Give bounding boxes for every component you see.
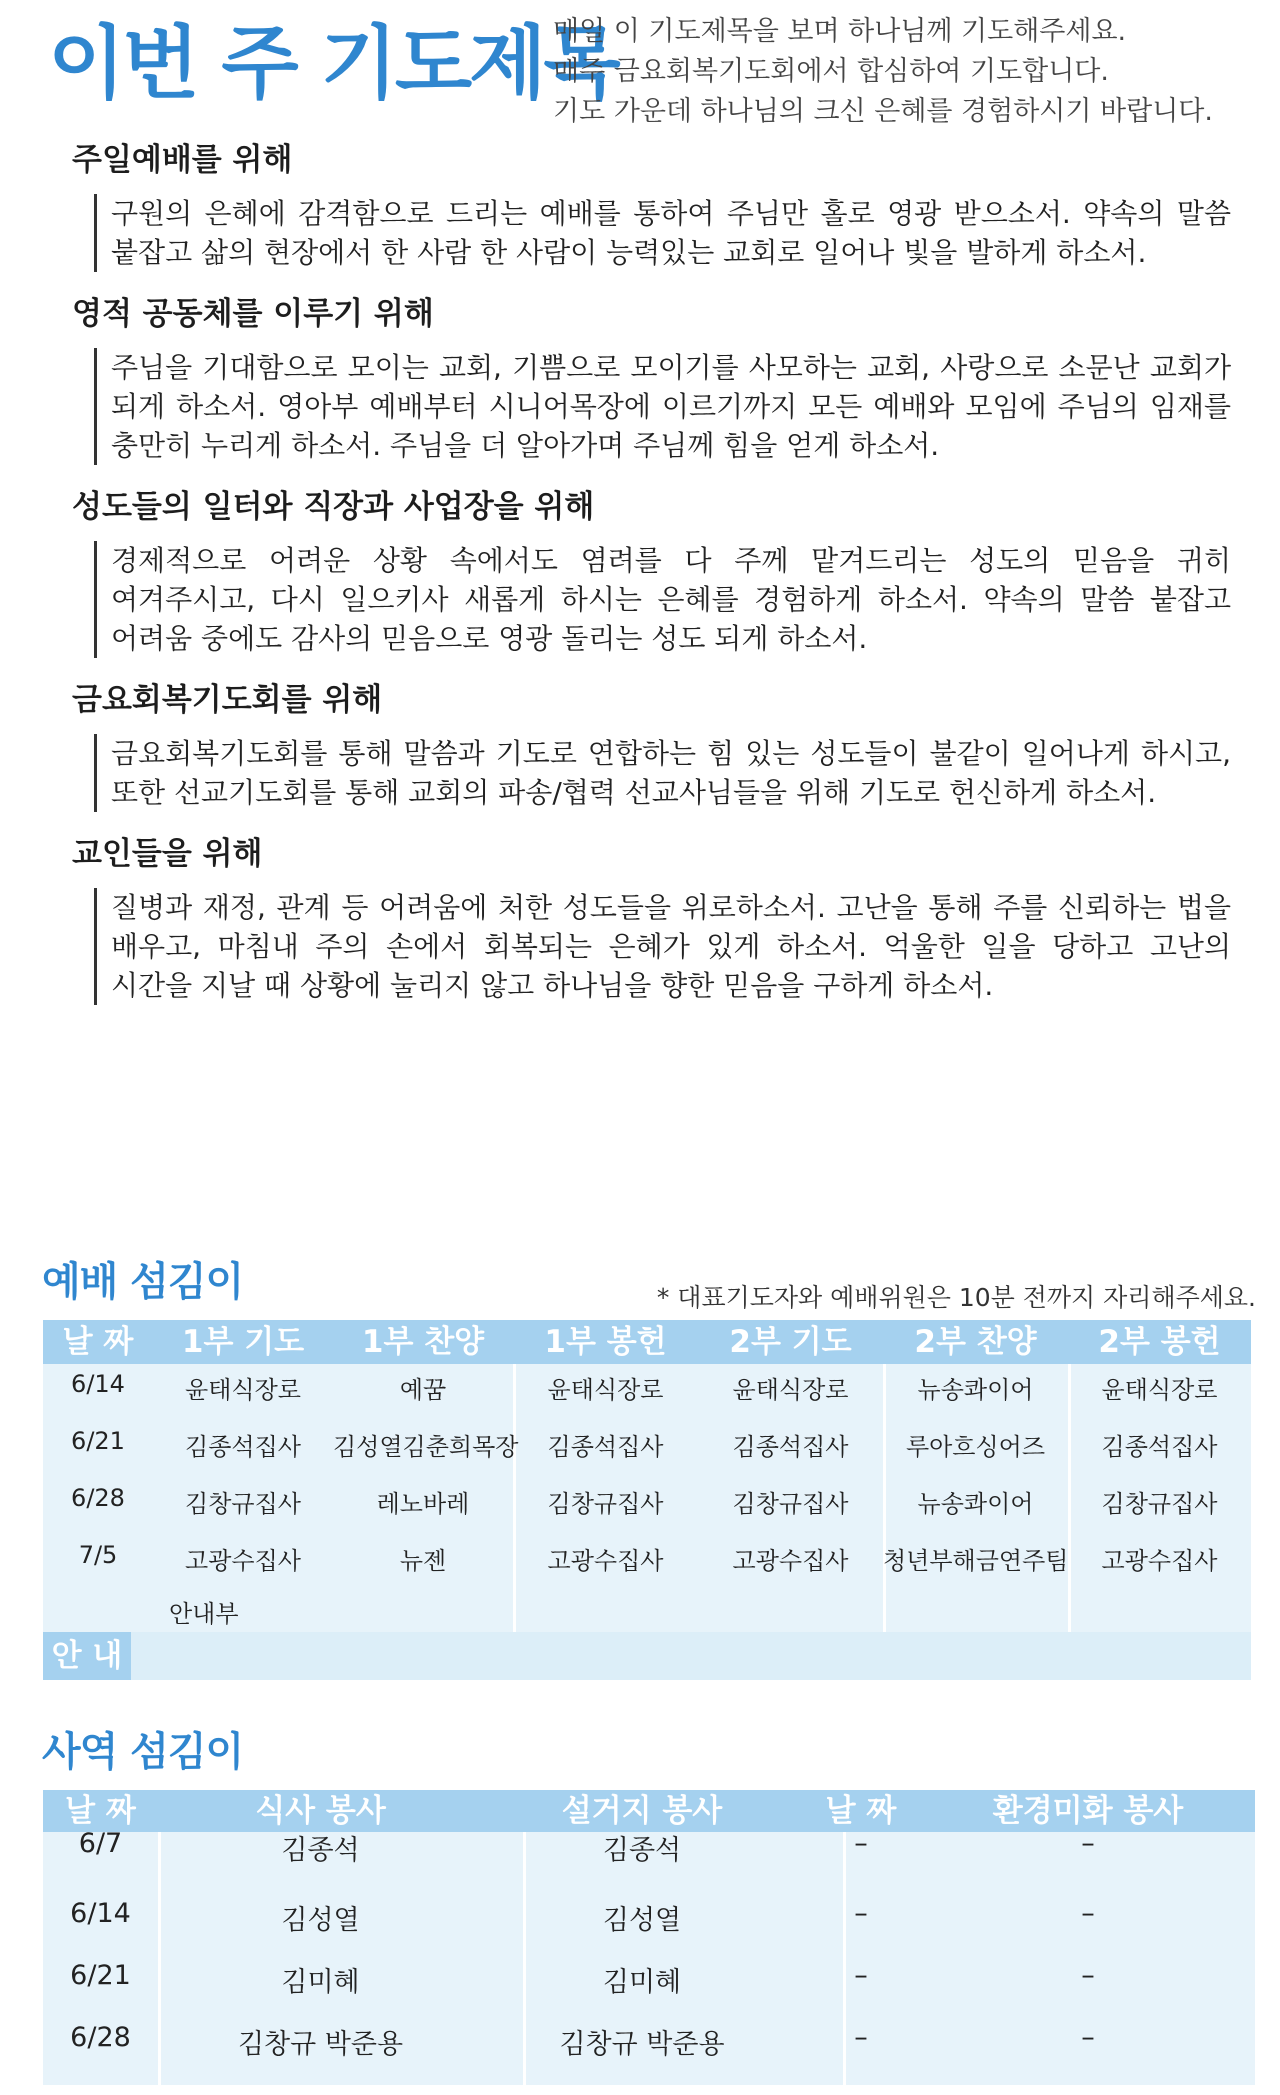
column-header: 식사 봉사 [255, 1793, 386, 1829]
table-cell: 고광수집사 [547, 1547, 664, 1575]
column-header: 2부 기도 [729, 1324, 852, 1360]
prayer-body: 경제적으로 어려운 상황 속에서도 염려를 다 주께 맡겨드리는 성도의 믿음을 귀히 여겨주시고, 다시 일으키사 새롭게 하시는 은혜를 경험하게 하소서. 약속의 말씀 붙잡고 어려움 중에도 감사의 믿음으로 영광 돌리는 성도 되게 하소서. [94, 541, 1231, 658]
table-cell: 김창규집사 [547, 1490, 664, 1518]
header [48, 10, 1248, 130]
table-cell: – [1081, 1960, 1095, 1991]
prayer-item [66, 140, 1231, 272]
table-cell: 김창규집사 [185, 1490, 301, 1518]
prayer-body: 질병과 재정, 관계 등 어려움에 처한 성도들을 위로하소서. 고난을 통해 주를 신뢰하는 법을 배우고, 마침내 주의 손에서 회복되는 은혜가 있게 하소서. 억울한 일을 당하고 고난의 시간을 지날 때 상황에 눌리지 않고 하나님을 향한 믿음을 구하게 하소서. [94, 888, 1231, 1005]
table-cell: – [854, 2022, 868, 2053]
worship-note: * 대표기도자와 예배위원은 10분 전까지 자리해주세요. [656, 1283, 1256, 1312]
table-cell: – [1081, 1828, 1095, 1859]
table-cell: 6/28 [70, 2022, 131, 2053]
table-row [43, 1535, 1251, 1592]
table-cell: 김창규 박준용 [559, 2029, 725, 2060]
service-table [43, 1790, 1255, 2085]
column-header: 날 짜 [825, 1793, 897, 1829]
table-cell: – [1081, 2022, 1095, 2053]
prayer-heading: 성도들의 일터와 직장과 사업장을 위해 [72, 489, 595, 525]
table-cell: – [854, 1828, 868, 1859]
table-cell: 고광수집사 [732, 1547, 849, 1575]
table-cell: 청년부해금연주팀 [883, 1547, 1069, 1575]
table-cell: 김창규집사 [732, 1490, 849, 1518]
table-row [43, 1886, 1255, 1948]
table-row [43, 1948, 1255, 2010]
worship-section-title: 예배 섬김이 [42, 1259, 244, 1305]
table-cell: 루아흐싱어즈 [905, 1433, 1046, 1461]
prayer-item [66, 294, 1231, 465]
column-header: 1부 기도 [181, 1324, 305, 1360]
table-cell: 6/14 [70, 1898, 131, 1929]
table-cell: 김종석집사 [732, 1433, 849, 1461]
table-cell: 뉴송콰이어 [917, 1376, 1034, 1404]
table-cell: 김창규 박준용 [237, 2029, 404, 2060]
table-cell: 김성열김춘희목장 [333, 1433, 519, 1461]
column-header: 환경미화 봉사 [992, 1793, 1184, 1829]
prayer-item [66, 680, 1231, 812]
table-row [43, 1421, 1251, 1478]
worship-table [43, 1320, 1251, 1680]
service-table-body [43, 1828, 1255, 2072]
column-header: 1부 찬양 [361, 1324, 485, 1360]
table-cell: – [1081, 1898, 1095, 1929]
column-header: 설거지 봉사 [561, 1793, 723, 1829]
table-cell: 7/5 [78, 1541, 118, 1569]
service-section-title: 사역 섬김이 [42, 1729, 244, 1775]
table-cell: 고광수집사 [185, 1547, 301, 1575]
column-header: 날 짜 [65, 1793, 136, 1829]
intro-line: 매주 금요회복기도회에서 합심하여 기도합니다. [553, 56, 1109, 87]
worship-table-header [43, 1320, 1251, 1364]
table-cell: – [854, 1898, 868, 1929]
table-row [43, 1478, 1251, 1535]
prayer-heading: 주일예배를 위해 [72, 142, 293, 178]
guide-value: 안내부 [169, 1600, 239, 1628]
table-cell: 레노바레 [376, 1490, 470, 1518]
prayer-item [66, 834, 1231, 1005]
prayer-heading: 영적 공동체를 이루기 위해 [72, 296, 434, 332]
table-cell: 김성열 [281, 1905, 360, 1936]
prayer-list [66, 140, 1231, 1027]
table-cell: 윤태식장로 [732, 1376, 849, 1404]
column-header: 1부 봉헌 [544, 1324, 667, 1360]
table-cell: 6/7 [78, 1828, 123, 1859]
table-cell: 6/21 [70, 1960, 131, 1991]
prayer-heading: 금요회복기도회를 위해 [72, 682, 383, 718]
guide-label: 안 내 [43, 1632, 131, 1680]
table-cell: 윤태식장로 [185, 1376, 301, 1404]
table-cell: 윤태식장로 [1101, 1376, 1218, 1404]
prayer-body: 금요회복기도회를 통해 말씀과 기도로 연합하는 힘 있는 성도들이 불같이 일어나게 하시고, 또한 선교기도회를 통해 교회의 파송/협력 선교사님들을 위해 기도로 헌신하게 하소서. [94, 734, 1231, 812]
table-cell: 뉴젠 [399, 1547, 447, 1575]
guide-row [43, 1600, 1251, 1680]
table-cell: 6/21 [71, 1427, 125, 1455]
column-header: 2부 봉헌 [1098, 1324, 1221, 1360]
table-cell: 뉴송콰이어 [917, 1490, 1034, 1518]
table-cell: 김종석 [602, 1835, 682, 1866]
table-cell: 김미혜 [602, 1967, 682, 1998]
table-cell: 김종석집사 [547, 1433, 664, 1461]
table-cell: 김종석집사 [1101, 1433, 1218, 1461]
table-row [43, 1364, 1251, 1421]
table-cell: 김종석집사 [185, 1433, 301, 1461]
table-cell: 예꿈 [399, 1376, 447, 1404]
intro-line: 매일 이 기도제목을 보며 하나님께 기도해주세요. [553, 16, 1127, 47]
prayer-item [66, 487, 1231, 658]
table-cell: 김창규집사 [1101, 1490, 1218, 1518]
table-cell: 윤태식장로 [547, 1376, 664, 1404]
prayer-body: 구원의 은혜에 감격함으로 드리는 예배를 통하여 주님만 홀로 영광 받으소서. 약속의 말씀 붙잡고 삶의 현장에서 한 사람 한 사람이 능력있는 교회로 일어나 빛을 발하게 하소서. [94, 194, 1231, 272]
table-row [43, 2010, 1255, 2072]
table-row [43, 1828, 1255, 1886]
table-cell: 고광수집사 [1101, 1547, 1218, 1575]
column-header: 날 짜 [62, 1324, 134, 1360]
table-cell: 김종석 [281, 1835, 360, 1866]
worship-table-body [43, 1364, 1251, 1592]
column-header: 2부 찬양 [914, 1324, 1037, 1360]
prayer-heading: 교인들을 위해 [72, 836, 263, 872]
table-cell: 김미혜 [281, 1967, 360, 1998]
table-cell: 6/14 [71, 1370, 125, 1398]
intro-text [553, 12, 1213, 132]
table-cell: 6/28 [71, 1484, 125, 1512]
prayer-body: 주님을 기대함으로 모이는 교회, 기쁨으로 모이기를 사모하는 교회, 사랑으로 소문난 교회가 되게 하소서. 영아부 예배부터 시니어목장에 이르기까지 모든 예배와 모임에 주님의 임재를 충만히 누리게 하소서. 주님을 더 알아가며 주님께 힘을 얻게 하소서. [94, 348, 1231, 465]
service-table-header [43, 1790, 1255, 1832]
table-cell: 김성열 [602, 1905, 682, 1936]
page-title: 이번 주 기도제목 [48, 17, 618, 110]
intro-line: 기도 가운데 하나님의 크신 은혜를 경험하시기 바랍니다. [553, 96, 1213, 127]
table-cell: – [854, 1960, 868, 1991]
